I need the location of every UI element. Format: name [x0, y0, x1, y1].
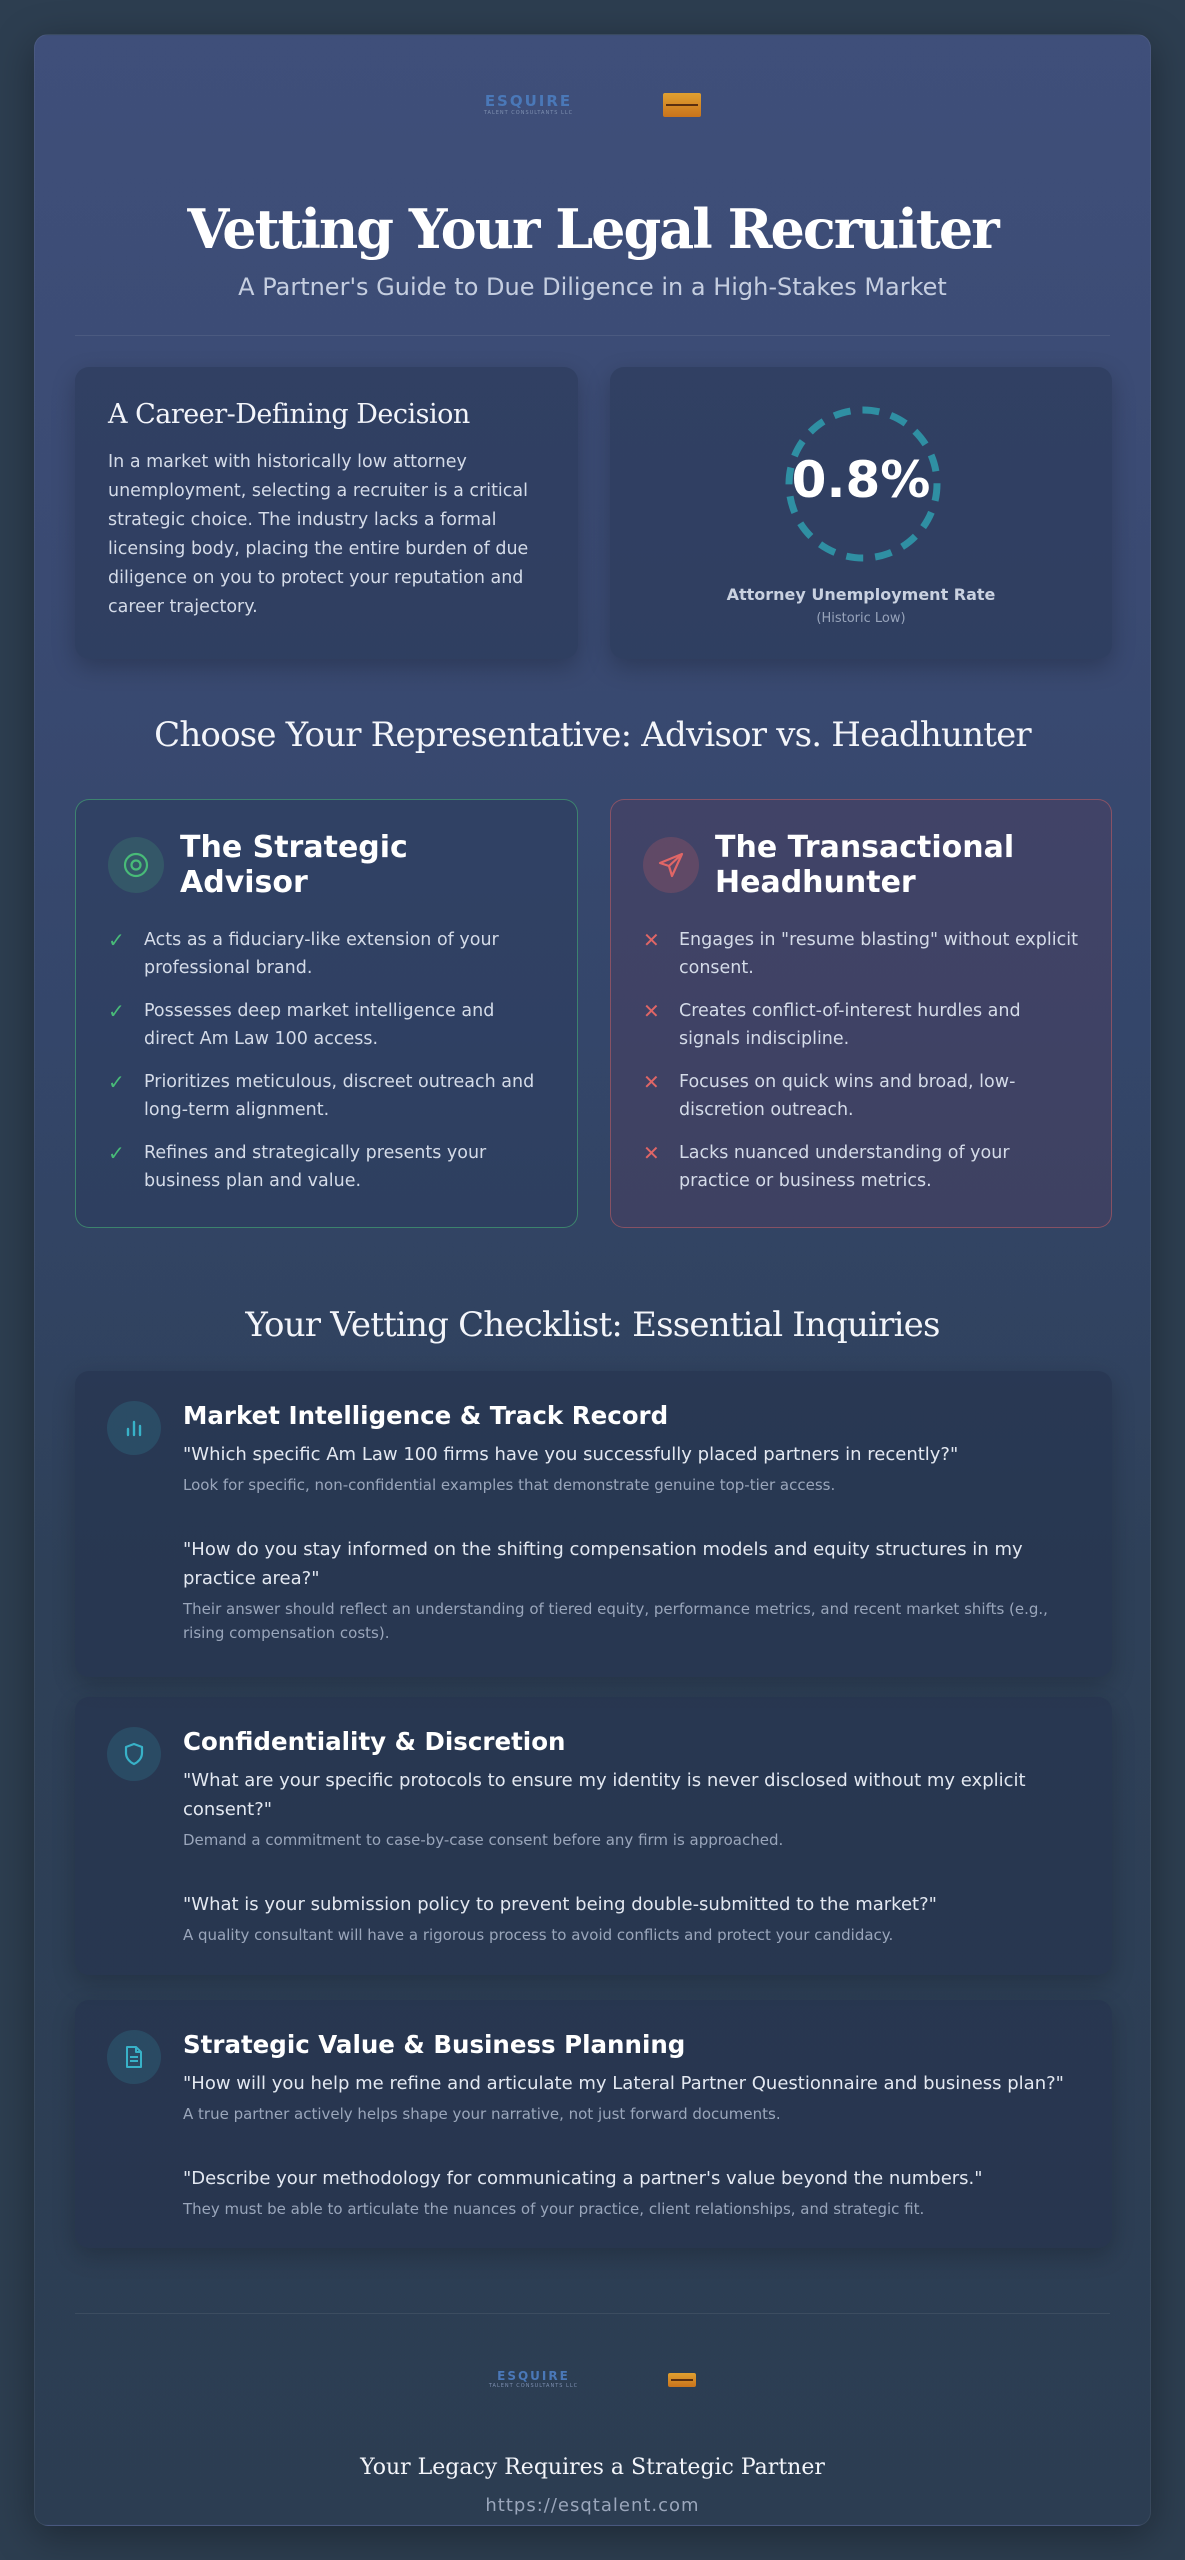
advisor-header [108, 830, 545, 900]
question-block [183, 1766, 1072, 1852]
check-icon: ✓ [108, 999, 125, 1023]
page-subtitle: A Partner's Guide to Due Diligence in a High-Stakes Market [238, 273, 947, 301]
list-item: ✓ Prioritizes meticulous, discreet outreach and long-term alignment. [108, 1068, 545, 1124]
bar-chart-icon [107, 1401, 161, 1455]
question-block [183, 1440, 1072, 1497]
headhunter-card [610, 799, 1112, 1228]
intro-body: In a market with historically low attorney unemployment, selecting a recruiter is a critical strategic choice. The industry lacks a formal licensing body, placing the entire burden of due diligence on you to protect your reputation and career trajectory. [108, 452, 529, 617]
advisor-card [75, 799, 578, 1228]
target-icon [108, 837, 164, 893]
logo-tagline: TALENT CONSULTANTS LLC [488, 2383, 579, 2389]
list-item: ✓ Acts as a fiduciary-like extension of your professional brand. [108, 926, 545, 982]
badge-logo [668, 2373, 696, 2387]
section-title: Market Intelligence & Track Record [183, 1401, 669, 1430]
question-block [183, 1890, 1072, 1947]
check-icon: ✓ [108, 928, 125, 952]
intro-heading: A Career-Defining Decision [108, 399, 470, 430]
comparison-heading: Choose Your Representative: Advisor vs. Headhunter [154, 715, 1031, 755]
logo-text: ESQUIRE [497, 2369, 570, 2383]
question-text: "Which specific Am Law 100 firms have you successfully placed partners in recently?" [183, 1444, 959, 1465]
logo-text: ESQUIRE [484, 92, 573, 110]
question-hint: Demand a commitment to case-by-case consent before any firm is approached. [183, 1831, 784, 1849]
question-block [183, 2069, 1072, 2126]
question-hint: Look for specific, non-confidential examples that demonstrate genuine top-tier access. [183, 1476, 836, 1494]
question-text: "How do you stay informed on the shifting compensation models and equity structures in my practice area?" [183, 1539, 1023, 1589]
esquire-logo [484, 94, 573, 116]
header-logos [35, 93, 1150, 117]
x-icon: ✕ [643, 1141, 660, 1165]
page-title: Vetting Your Legal Recruiter [187, 197, 998, 261]
x-icon: ✕ [643, 999, 660, 1023]
headhunter-points [643, 926, 1079, 1195]
send-icon [643, 837, 699, 893]
stat-note: (Historic Low) [816, 611, 906, 626]
stat-label: Attorney Unemployment Rate [726, 585, 996, 604]
esquire-logo [489, 2370, 578, 2389]
stat-value: 0.8% [791, 451, 931, 509]
checklist-section-market [75, 1371, 1112, 1677]
divider [75, 335, 1110, 336]
question-text: "How will you help me refine and articulate my Lateral Partner Questionnaire and business plan?" [183, 2073, 1064, 2094]
check-icon: ✓ [108, 1070, 125, 1094]
footer-url[interactable]: https://esqtalent.com [485, 2495, 700, 2516]
footer-divider [75, 2313, 1110, 2314]
intro-card [75, 367, 578, 659]
checklist-section-confidentiality [75, 1697, 1112, 1975]
check-icon: ✓ [108, 1141, 125, 1165]
stat-card [610, 367, 1112, 659]
section-title: Confidentiality & Discretion [183, 1727, 566, 1756]
footer-title: Your Legacy Requires a Strategic Partner [360, 2455, 825, 2480]
question-text: "What are your specific protocols to ensure my identity is never disclosed without my explicit consent?" [183, 1770, 1026, 1820]
checklist-heading: Your Vetting Checklist: Essential Inquiries [245, 1305, 940, 1345]
badge-logo [663, 93, 701, 117]
list-item: ✕ Lacks nuanced understanding of your practice or business metrics. [643, 1139, 1079, 1195]
list-item: ✕ Engages in "resume blasting" without explicit consent. [643, 926, 1079, 982]
list-item: ✕ Focuses on quick wins and broad, low-discretion outreach. [643, 1068, 1079, 1124]
question-hint: A true partner actively helps shape your narrative, not just forward documents. [183, 2105, 781, 2123]
list-item: ✕ Creates conflict-of-interest hurdles and signals indiscipline. [643, 997, 1079, 1053]
x-icon: ✕ [643, 928, 660, 952]
checklist-section-strategic [75, 2000, 1112, 2248]
question-hint: Their answer should reflect an understanding of tiered equity, performance metrics, and recent market shifts (e.g., rising compensation costs). [183, 1600, 1048, 1642]
advisor-title: The Strategic Advisor [180, 830, 408, 900]
headhunter-header [643, 830, 1079, 900]
question-hint: A quality consultant will have a rigorous process to avoid conflicts and protect your candidacy. [183, 1926, 894, 1944]
headhunter-title: The Transactional Headhunter [715, 830, 1015, 900]
infographic-page [34, 34, 1151, 2526]
question-text: "Describe your methodology for communicating a partner's value beyond the numbers." [183, 2168, 983, 2189]
document-icon [107, 2030, 161, 2084]
section-title: Strategic Value & Business Planning [183, 2030, 686, 2059]
shield-icon [107, 1727, 161, 1781]
footer-logos [35, 2370, 1150, 2389]
question-text: "What is your submission policy to prevent being double-submitted to the market?" [183, 1894, 937, 1915]
list-item: ✓ Possesses deep market intelligence and direct Am Law 100 access. [108, 997, 545, 1053]
advisor-points [108, 926, 545, 1195]
question-block [183, 1535, 1072, 1645]
list-item: ✓ Refines and strategically presents your business plan and value. [108, 1139, 545, 1195]
x-icon: ✕ [643, 1070, 660, 1094]
question-hint: They must be able to articulate the nuances of your practice, client relationships, and strategic fit. [183, 2200, 925, 2218]
question-block [183, 2164, 1072, 2221]
logo-tagline: TALENT CONSULTANTS LLC [483, 110, 574, 116]
